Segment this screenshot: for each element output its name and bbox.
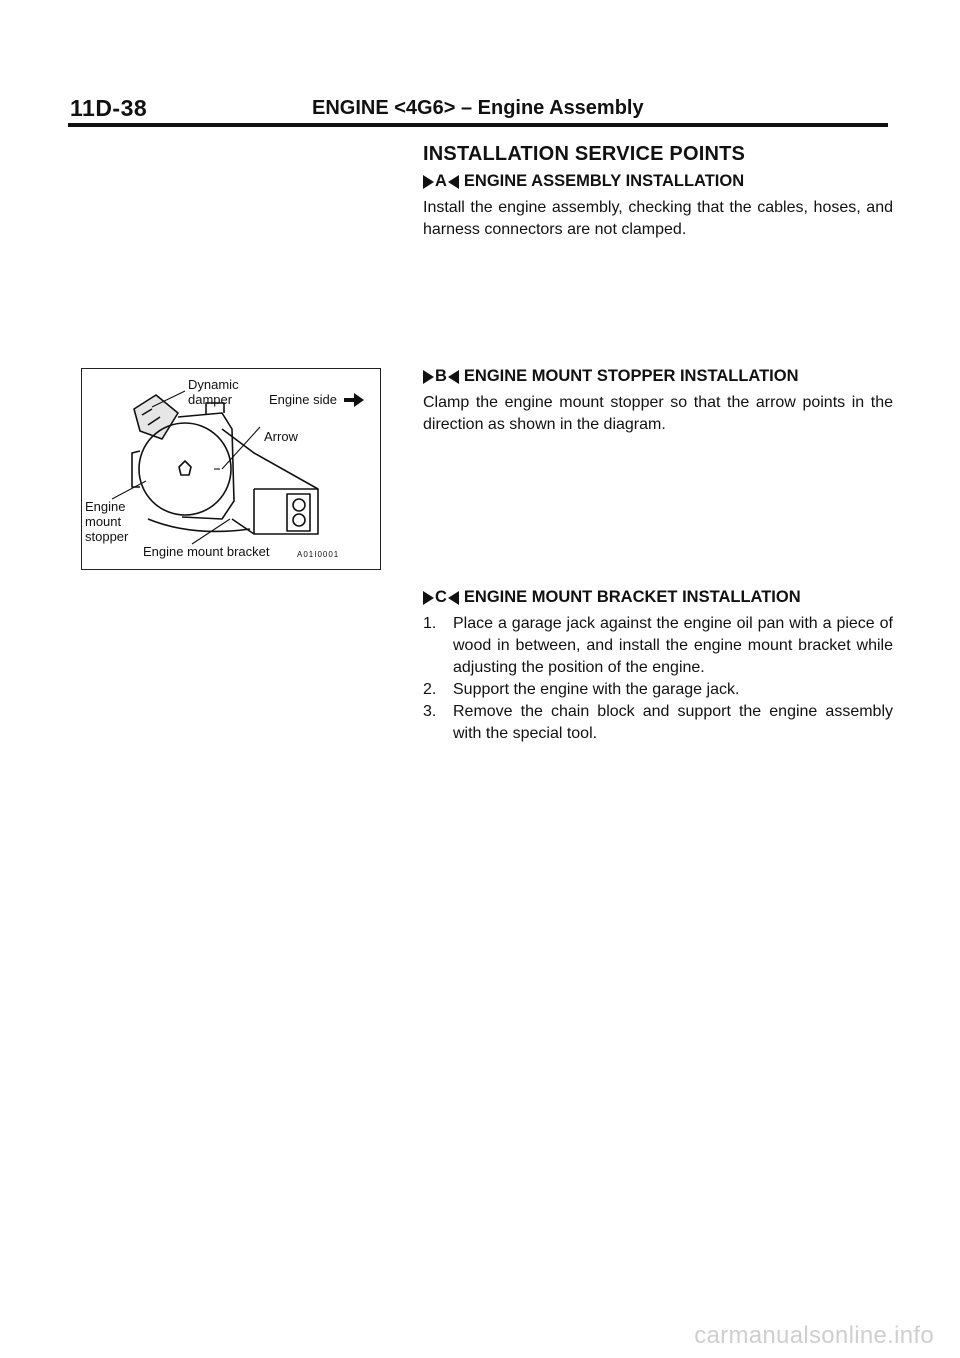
step-a-title: ENGINE ASSEMBLY INSTALLATION [463,172,745,190]
page-number: 11D-38 [70,95,148,121]
left-triangle-icon [448,591,459,605]
list-item: 2. Support the engine with the garage jack. [423,681,740,698]
step-c-list [423,613,893,745]
list-item: 1. Place a garage jack against the engine oil pan with a piece of wood in between, and install the engine mount bracket while adjusting the position of the engine. [423,615,893,676]
page-title: ENGINE <4G6> – Engine Assembly [312,97,644,119]
right-triangle-icon [423,175,434,189]
section-installation-service-points [423,143,893,166]
label-dynamic-damper: Dynamic damper [188,377,239,407]
label-arrow: Arrow [264,429,298,444]
step-b-marker: B [435,367,447,385]
list-item: 3. Remove the chain block and support the engine assembly with the special tool. [423,703,893,742]
label-engine-side: Engine side [269,392,337,407]
step-b [423,367,893,436]
engine-side-arrow-icon [344,393,364,407]
step-a [423,172,893,241]
figure-code: A01I0001 [297,550,340,559]
right-triangle-icon [423,370,434,384]
step-c [423,588,893,745]
header-rule [68,123,888,127]
step-c-title: ENGINE MOUNT BRACKET INSTALLATION [463,588,801,606]
label-engine-mount-bracket: Engine mount bracket [143,544,270,559]
step-a-heading [423,172,893,191]
watermark: carmanualsonline.info [694,1322,934,1349]
step-b-text: Clamp the engine mount stopper so that the arrow points in the direction as shown in the diagram. [423,394,893,433]
section-title: INSTALLATION SERVICE POINTS [423,143,746,165]
step-b-title: ENGINE MOUNT STOPPER INSTALLATION [463,367,799,385]
label-engine-mount-stopper: Engine mount stopper [85,499,129,544]
step-a-text: Install the engine assembly, checking that the cables, hoses, and harness connectors are not clamped. [423,199,893,238]
step-b-heading [423,367,893,386]
left-triangle-icon [448,175,459,189]
left-triangle-icon [448,370,459,384]
step-c-heading [423,588,893,607]
step-a-marker: A [435,172,447,190]
right-triangle-icon [423,591,434,605]
step-c-marker: C [435,588,447,606]
engine-mount-diagram [81,368,381,570]
